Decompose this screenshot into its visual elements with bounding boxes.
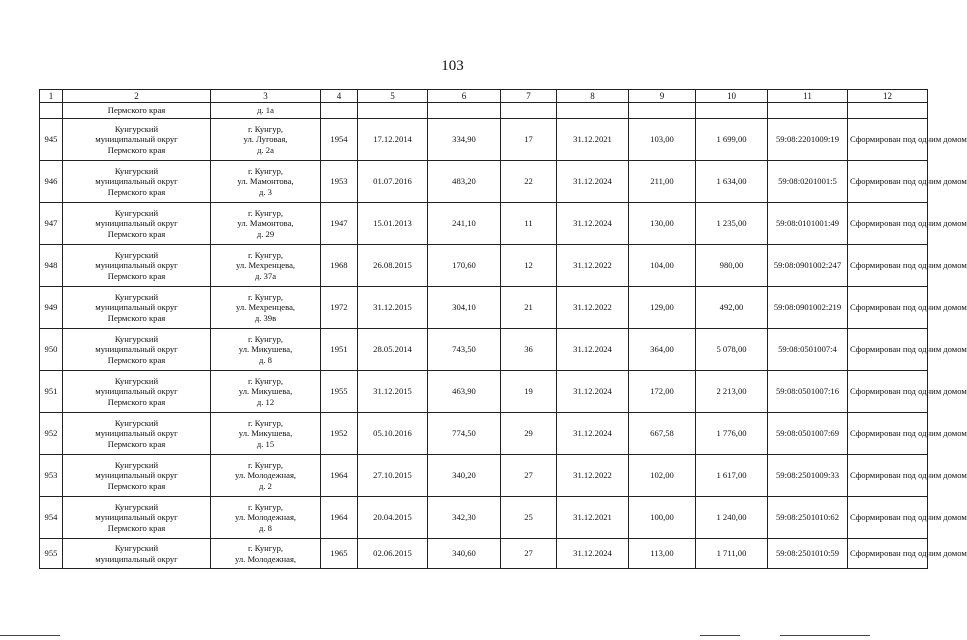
deadline-cell: 31.12.2024 [557,203,629,245]
table-row [40,161,928,203]
cadastral-number-cell: 59:08:2501009:33 [768,455,848,497]
address-cell [211,329,321,371]
owner-line: Пермского края [107,354,166,365]
residents-cell: 17 [501,119,557,161]
value-col10-cell: 492,00 [696,287,768,329]
record-number-cell: 952 [40,413,63,455]
address-line: д. 15 [256,438,275,449]
value-col9-cell: 129,00 [629,287,696,329]
value-col9-cell: 364,00 [629,329,696,371]
deadline-cell: 31.12.2024 [557,161,629,203]
residents-cell: 12 [501,245,557,287]
owner-cell [63,455,211,497]
address-line: г. Кунгур, [247,501,284,512]
deadline-cell: 31.12.2024 [557,371,629,413]
owner-line: муниципальный округ [95,302,178,313]
residents-cell: 27 [501,455,557,497]
record-number-cell: 949 [40,287,63,329]
address-cell [211,203,321,245]
address-line: д. 2 [259,480,272,491]
record-number-cell: 948 [40,245,63,287]
owner-line: муниципальный округ [95,512,178,523]
address-line: д. 2а [257,144,274,155]
status-cell: Сформирован под одним домом [848,287,928,329]
year-cell: 1952 [321,413,358,455]
owner-line: Пермского края [107,396,166,407]
value-col9-cell: 113,00 [629,539,696,569]
owner-line: Пермского края [107,522,166,533]
date-cell: 31.12.2015 [358,287,428,329]
cadastral-number-cell: 59:08:0501007:69 [768,413,848,455]
address-line: г. Кунгур, [247,375,284,386]
owner-cell [63,161,211,203]
table-row [40,497,928,539]
value-col9-cell: 102,00 [629,455,696,497]
address-cell [211,245,321,287]
owner-cell: Пермского края [63,103,211,119]
owner-line: Кунгурский [114,123,159,134]
value-col9-cell: 211,00 [629,161,696,203]
residents-cell: 11 [501,203,557,245]
address-line: ул. Молодежная, [234,512,297,523]
deadline-cell: 31.12.2021 [557,119,629,161]
column-number: 6 [428,90,501,103]
owner-cell [63,497,211,539]
status-cell: Сформирован под одним домом [848,455,928,497]
owner-line: Кунгурский [114,501,159,512]
status-cell: Сформирован под одним домом [848,539,928,569]
column-number: 3 [211,90,321,103]
address-line: д. 3 [259,186,272,197]
owner-line: Кунгурский [114,459,159,470]
address-cell [211,413,321,455]
owner-line: муниципальный округ [95,218,178,229]
record-number-cell: 955 [40,539,63,569]
address-line: г. Кунгур, [247,123,284,134]
record-number-cell: 953 [40,455,63,497]
date-cell: 02.06.2015 [358,539,428,569]
cadastral-number-cell: 59:08:0201001:5 [768,161,848,203]
area-cell: 743,50 [428,329,501,371]
address-cell [211,161,321,203]
column-number: 10 [696,90,768,103]
value-col9-cell: 172,00 [629,371,696,413]
address-line: д. 37а [254,270,277,281]
owner-line: муниципальный округ [95,428,178,439]
cadastral-number-cell: 59:08:2501010:59 [768,539,848,569]
scan-artifact-line [780,635,870,636]
year-cell: 1954 [321,119,358,161]
owner-line: муниципальный округ [95,553,178,564]
address-line: г. Кунгур, [247,543,284,554]
year-cell: 1955 [321,371,358,413]
address-line: г. Кунгур, [247,459,284,470]
status-cell: Сформирован под одним домом [848,203,928,245]
area-cell: 334,90 [428,119,501,161]
column-number: 1 [40,90,63,103]
owner-line: Кунгурский [114,249,159,260]
residents-cell: 36 [501,329,557,371]
record-number-cell: 951 [40,371,63,413]
address-line: ул. Мехренцева, [235,302,296,313]
deadline-cell: 31.12.2024 [557,329,629,371]
record-number-cell: 946 [40,161,63,203]
status-cell: Сформирован под одним домом [848,413,928,455]
address-line: д. 12 [256,396,275,407]
owner-line: муниципальный округ [95,176,178,187]
deadline-cell: 31.12.2021 [557,497,629,539]
address-line: г. Кунгур, [247,207,284,218]
address-cell [211,497,321,539]
owner-cell [63,329,211,371]
address-cell [211,455,321,497]
record-number-cell: 950 [40,329,63,371]
address-cell [211,119,321,161]
owner-line: Кунгурский [114,291,159,302]
column-number: 8 [557,90,629,103]
owner-line: Пермского края [107,270,166,281]
area-cell: 483,20 [428,161,501,203]
date-cell: 15.01.2013 [358,203,428,245]
year-cell: 1947 [321,203,358,245]
address-line: д. 8 [259,354,272,365]
area-cell: 304,10 [428,287,501,329]
address-line: ул. Микушева, [238,386,293,397]
status-cell: Сформирован под одним домом [848,371,928,413]
owner-cell [63,119,211,161]
column-number: 7 [501,90,557,103]
area-cell: 340,20 [428,455,501,497]
address-line: д. 29 [256,228,275,239]
owner-line: Пермского края [107,144,166,155]
owner-line: муниципальный округ [95,386,178,397]
year-cell: 1953 [321,161,358,203]
value-col10-cell: 2 213,00 [696,371,768,413]
table-row [40,455,928,497]
year-cell: 1964 [321,455,358,497]
address-cell: д. 1а [211,103,321,119]
status-cell: Сформирован под одним домом [848,119,928,161]
owner-line: муниципальный округ [95,470,178,481]
value-col10-cell: 1 776,00 [696,413,768,455]
cadastral-number-cell: 59:08:0501007:16 [768,371,848,413]
table-row [40,203,928,245]
deadline-cell: 31.12.2024 [557,413,629,455]
owner-cell [63,203,211,245]
table-row [40,329,928,371]
owner-cell [63,539,211,569]
table-body [40,90,967,569]
owner-line: Пермского края [107,228,166,239]
owner-line: муниципальный округ [95,260,178,271]
value-col9-cell: 103,00 [629,119,696,161]
value-col10-cell: 1 240,00 [696,497,768,539]
owner-line: Пермского края [107,480,166,491]
owner-line: муниципальный округ [95,134,178,145]
table-row [40,413,928,455]
date-cell: 05.10.2016 [358,413,428,455]
value-col10-cell: 5 078,00 [696,329,768,371]
column-number: 9 [629,90,696,103]
deadline-cell: 31.12.2022 [557,455,629,497]
owner-line: Пермского края [107,438,166,449]
value-col9-cell: 100,00 [629,497,696,539]
owner-line: Пермского края [107,312,166,323]
continuation-row [40,103,928,119]
owner-line: Кунгурский [114,165,159,176]
cadastral-number-cell: 59:08:0901002:247 [768,245,848,287]
column-number: 11 [768,90,848,103]
owner-cell [63,287,211,329]
residents-cell: 29 [501,413,557,455]
address-line: г. Кунгур, [247,333,284,344]
address-line: ул. Молодежная, [234,470,297,481]
column-number: 4 [321,90,358,103]
value-col10-cell: 1 634,00 [696,161,768,203]
owner-line: Кунгурский [114,333,159,344]
deadline-cell: 31.12.2022 [557,245,629,287]
area-cell: 774,50 [428,413,501,455]
date-cell: 17.12.2014 [358,119,428,161]
address-line: ул. Мамонтова, [237,218,294,229]
owner-line: муниципальный округ [95,344,178,355]
owner-line: Пермского края [107,186,166,197]
table-row [40,245,928,287]
value-col9-cell: 130,00 [629,203,696,245]
status-cell: Сформирован под одним домом [848,161,928,203]
owner-cell [63,245,211,287]
area-cell: 170,60 [428,245,501,287]
address-line: ул. Луговая, [243,134,288,145]
value-col9-cell: 667,58 [629,413,696,455]
owner-line: Кунгурский [114,207,159,218]
column-number: 5 [358,90,428,103]
owner-line: Кунгурский [114,375,159,386]
residents-cell: 25 [501,497,557,539]
deadline-cell: 31.12.2024 [557,539,629,569]
value-col10-cell: 980,00 [696,245,768,287]
owner-cell [63,413,211,455]
address-line: ул. Мамонтова, [237,176,294,187]
status-cell: Сформирован под одним домом [848,245,928,287]
cadastral-number-cell: 59:08:0501007:4 [768,329,848,371]
year-cell: 1968 [321,245,358,287]
status-cell: Сформирован под одним домом [848,497,928,539]
scan-artifact-line [0,635,60,636]
address-line: д. 39в [254,312,277,323]
address-line: ул. Мехренцева, [235,260,296,271]
owner-line: Кунгурский [114,417,159,428]
address-cell [211,371,321,413]
value-col10-cell: 1 235,00 [696,203,768,245]
record-number-cell: 945 [40,119,63,161]
address-line: г. Кунгур, [247,417,284,428]
area-cell: 463,90 [428,371,501,413]
table-row [40,119,928,161]
page-number: 103 [441,58,464,74]
record-number-cell: 947 [40,203,63,245]
address-cell [211,287,321,329]
area-cell: 342,30 [428,497,501,539]
address-line: ул. Микушева, [238,344,293,355]
address-line: г. Кунгур, [247,165,284,176]
column-number: 2 [63,90,211,103]
owner-cell [63,371,211,413]
address-line: г. Кунгур, [247,291,284,302]
date-cell: 28.05.2014 [358,329,428,371]
column-number-row [40,90,928,103]
deadline-cell: 31.12.2022 [557,287,629,329]
area-cell: 241,10 [428,203,501,245]
year-cell: 1964 [321,497,358,539]
address-line: д. 8 [259,522,272,533]
table-row [40,287,928,329]
status-cell: Сформирован под одним домом [848,329,928,371]
record-number-cell: 954 [40,497,63,539]
area-cell: 340,60 [428,539,501,569]
residents-cell: 19 [501,371,557,413]
scan-artifact-line [700,635,740,636]
column-number: 12 [848,90,928,103]
address-line: ул. Микушева, [238,428,293,439]
cadastral-number-cell: 59:08:0901002:219 [768,287,848,329]
year-cell: 1951 [321,329,358,371]
date-cell: 26.08.2015 [358,245,428,287]
date-cell: 31.12.2015 [358,371,428,413]
value-col10-cell: 1 617,00 [696,455,768,497]
date-cell: 01.07.2016 [358,161,428,203]
table-row [40,371,928,413]
cadastral-number-cell: 59:08:0101001:49 [768,203,848,245]
table-row [40,539,928,569]
address-cell [211,539,321,569]
date-cell: 27.10.2015 [358,455,428,497]
cadastral-number-cell: 59:08:2501010:62 [768,497,848,539]
residents-cell: 21 [501,287,557,329]
value-col9-cell: 104,00 [629,245,696,287]
address-line: г. Кунгур, [247,249,284,260]
cadastral-number-cell: 59:08:2201009:19 [768,119,848,161]
value-col10-cell: 1 711,00 [696,539,768,569]
owner-line: Кунгурский [114,543,159,554]
residents-cell: 22 [501,161,557,203]
residents-cell: 27 [501,539,557,569]
value-col10-cell: 1 699,00 [696,119,768,161]
year-cell: 1965 [321,539,358,569]
records-table [39,89,967,569]
address-line: ул. Молодежная, [234,553,297,564]
date-cell: 20.04.2015 [358,497,428,539]
year-cell: 1972 [321,287,358,329]
